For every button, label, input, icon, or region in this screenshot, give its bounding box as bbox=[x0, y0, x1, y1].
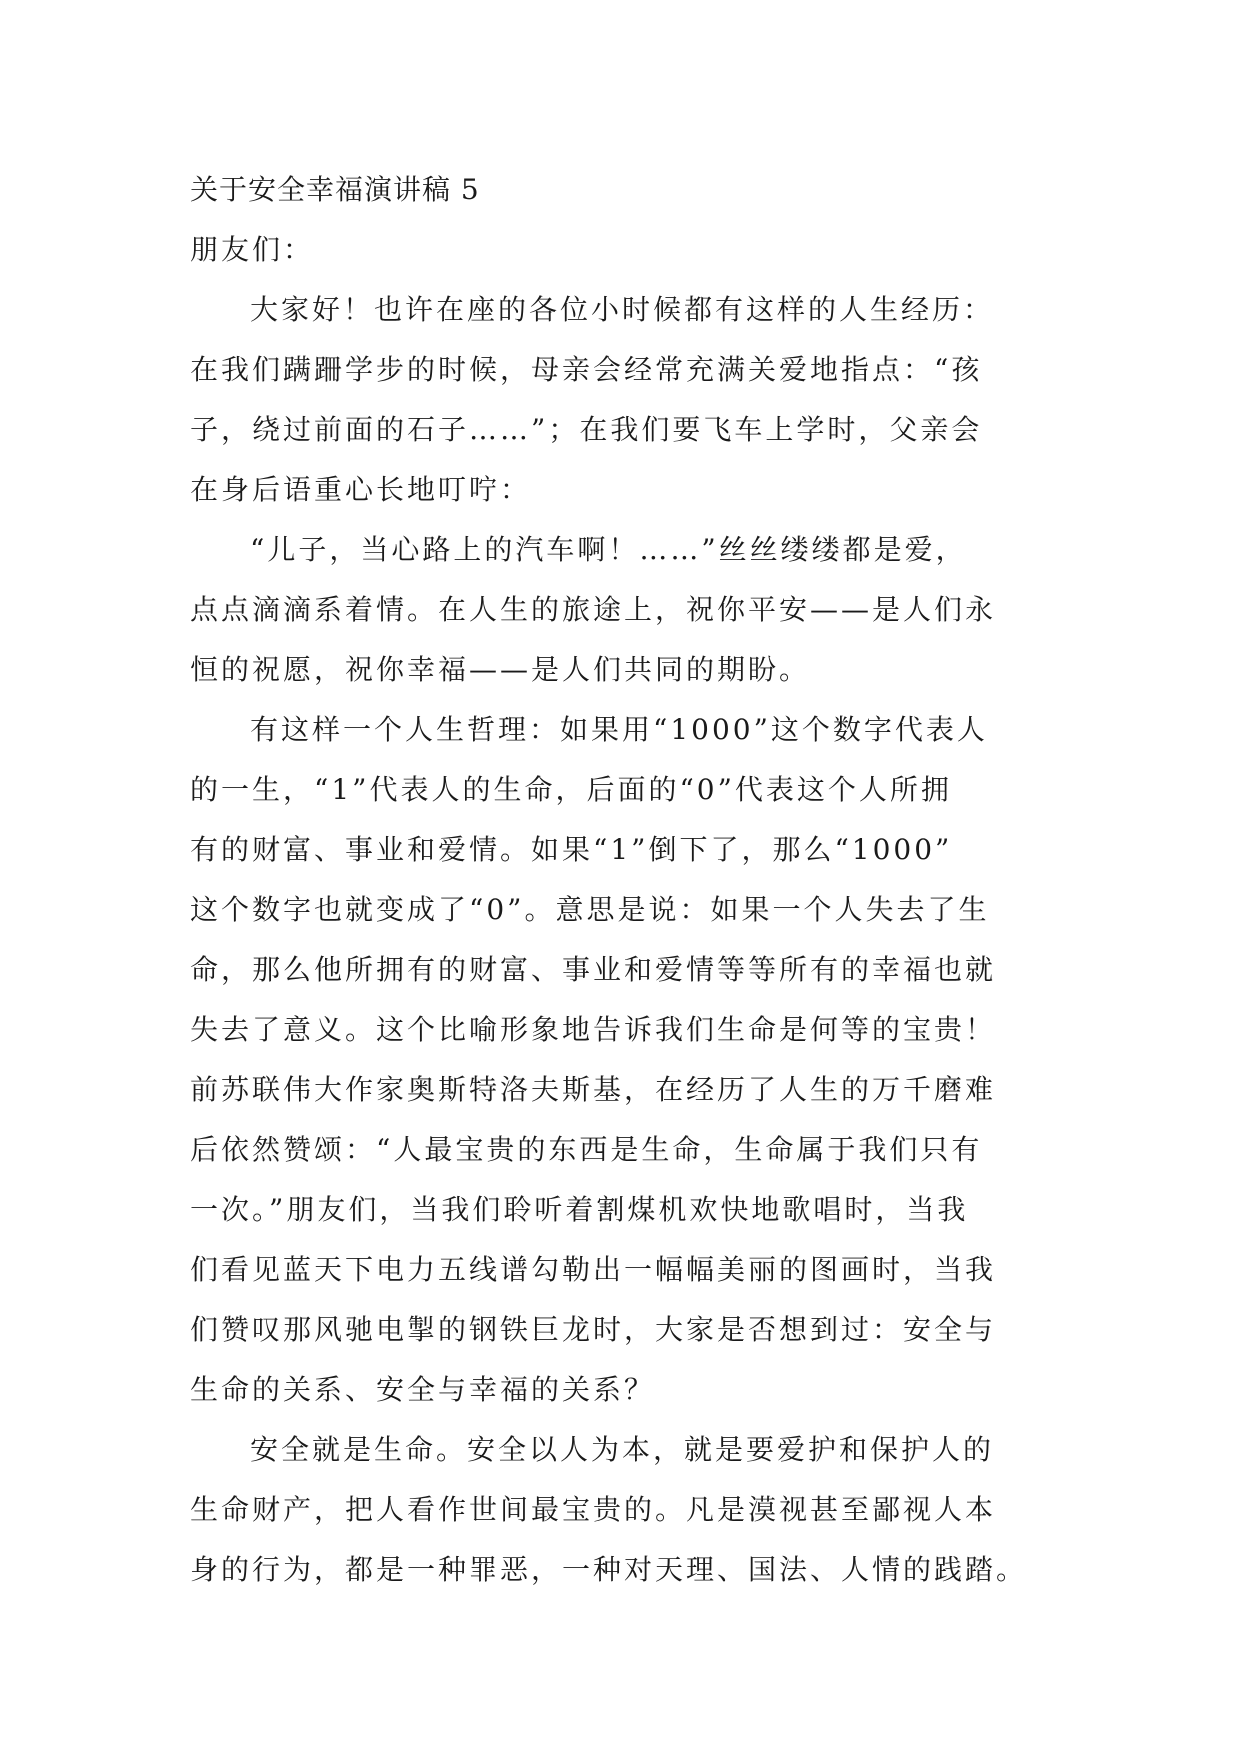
paragraph-line: 点点滴滴系着情。在人生的旅途上，祝你平安——是人们永 bbox=[190, 593, 997, 626]
paragraph-line: 这个数字也就变成了“0”。意思是说：如果一个人失去了生 bbox=[190, 893, 990, 926]
paragraph-line: 恒的祝愿，祝你幸福——是人们共同的期盼。 bbox=[190, 653, 811, 686]
paragraph-line: 失去了意义。这个比喻形象地告诉我们生命是何等的宝贵！ bbox=[190, 1013, 997, 1046]
document-body bbox=[190, 160, 1070, 1600]
paragraph-line: 安全就是生命。安全以人为本，就是要爱护和保护人的 bbox=[250, 1433, 995, 1466]
paragraph-line: 们赞叹那风驰电掣的钢铁巨龙时，大家是否想到过：安全与 bbox=[190, 1313, 997, 1346]
paragraph-line: 有的财富、事业和爱情。如果“1”倒下了，那么“1000” bbox=[190, 833, 953, 866]
salutation-line: 朋友们： bbox=[190, 233, 315, 266]
paragraph-line: 前苏联伟大作家奥斯特洛夫斯基，在经历了人生的万千磨难 bbox=[190, 1073, 997, 1106]
paragraph-line: 命，那么他所拥有的财富、事业和爱情等等所有的幸福也就 bbox=[190, 953, 997, 986]
paragraph-line: 们看见蓝天下电力五线谱勾勒出一幅幅美丽的图画时，当我 bbox=[190, 1253, 997, 1286]
paragraph-line: 在身后语重心长地叮咛： bbox=[190, 473, 532, 506]
document-title: 关于安全幸福演讲稿 5 bbox=[190, 173, 480, 206]
paragraph-line: 有这样一个人生哲理：如果用“1000”这个数字代表人 bbox=[250, 713, 988, 746]
paragraph-line: 子，绕过前面的石子……”；在我们要飞车上学时，父亲会 bbox=[190, 413, 983, 446]
paragraph-line: 大家好！也许在座的各位小时候都有这样的人生经历： bbox=[250, 293, 995, 326]
paragraph-line: 后依然赞颂：“人最宝贵的东西是生命，生命属于我们只有 bbox=[190, 1133, 983, 1166]
paragraph-line: 身的行为，都是一种罪恶，一种对天理、国法、人情的践踏。 bbox=[190, 1553, 1028, 1586]
paragraph-line: 生命的关系、安全与幸福的关系？ bbox=[190, 1373, 656, 1406]
paragraph-line: 在我们蹒跚学步的时候，母亲会经常充满关爱地指点：“孩 bbox=[190, 353, 983, 386]
paragraph-line: “儿子，当心路上的汽车啊！……”丝丝缕缕都是爱， bbox=[250, 533, 967, 566]
paragraph-line: 生命财产，把人看作世间最宝贵的。凡是漠视甚至鄙视人本 bbox=[190, 1493, 997, 1526]
paragraph-line: 一次。”朋友们，当我们聆听着割煤机欢快地歌唱时，当我 bbox=[190, 1193, 969, 1226]
paragraph-line: 的一生，“1”代表人的生命，后面的“0”代表这个人所拥 bbox=[190, 773, 952, 806]
